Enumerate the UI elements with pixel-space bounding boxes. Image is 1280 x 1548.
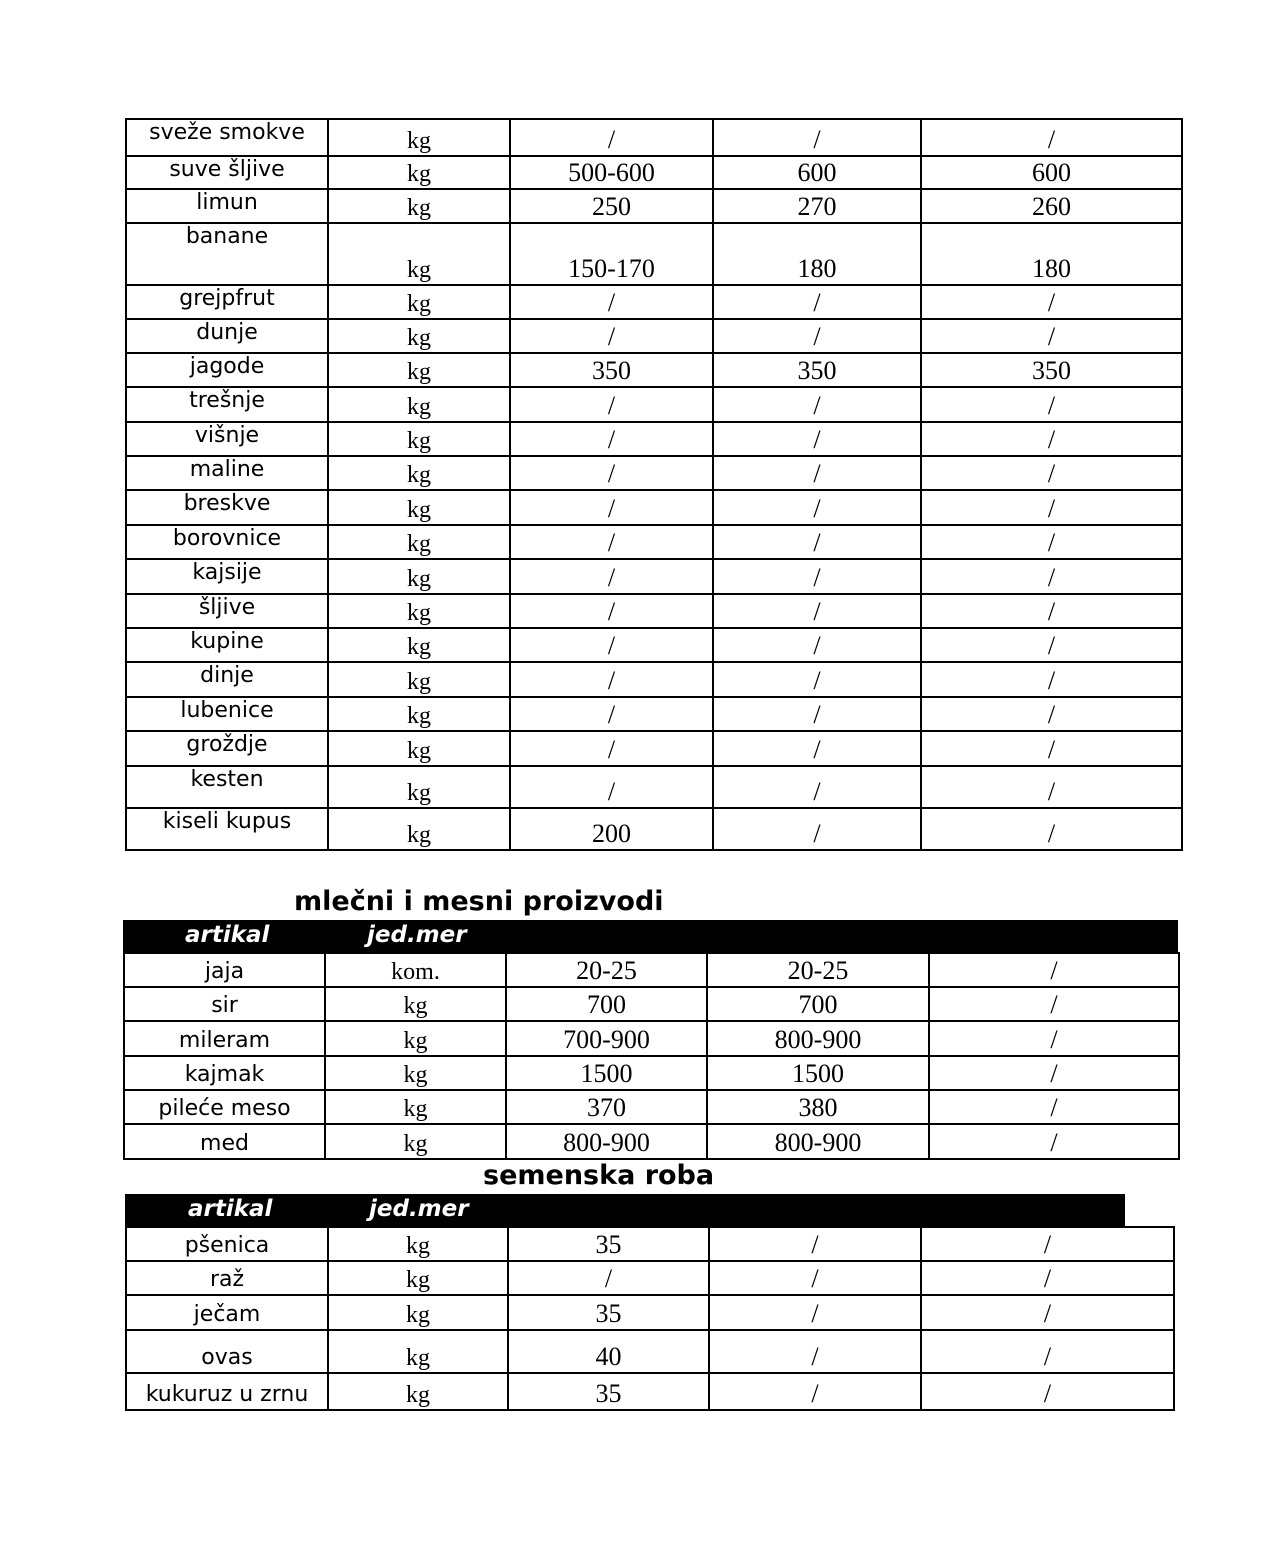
value-cell-1: 150-170 bbox=[510, 223, 713, 285]
value-cell-3: / bbox=[929, 987, 1179, 1021]
item-name-cell: kajsije bbox=[126, 559, 328, 594]
value-cell-1: 40 bbox=[508, 1330, 709, 1373]
item-name-cell: šljive bbox=[126, 594, 328, 628]
item-name-cell: med bbox=[124, 1124, 325, 1159]
unit-cell: kg bbox=[328, 594, 510, 628]
value-cell-2: / bbox=[713, 628, 921, 662]
value-cell-3: / bbox=[929, 1021, 1179, 1056]
value-cell-1: 20-25 bbox=[506, 953, 707, 987]
value-cell-2: / bbox=[713, 490, 921, 525]
item-name-cell: kajmak bbox=[124, 1056, 325, 1090]
value-cell-3: / bbox=[921, 662, 1182, 697]
unit-cell: kg bbox=[328, 1295, 508, 1330]
table-row bbox=[126, 1373, 1174, 1410]
seeds-header-article: artikal bbox=[188, 1196, 273, 1222]
item-name-cell: trešnje bbox=[126, 387, 328, 422]
table-row bbox=[124, 1056, 1179, 1090]
unit-cell: kg bbox=[328, 808, 510, 850]
value-cell-3: / bbox=[921, 456, 1182, 490]
item-name-cell: višnje bbox=[126, 422, 328, 456]
table-row bbox=[126, 456, 1182, 490]
value-cell-1: / bbox=[510, 766, 713, 808]
value-cell-3: / bbox=[921, 1295, 1174, 1330]
value-cell-3: / bbox=[921, 319, 1182, 353]
item-name-cell: sveže smokve bbox=[126, 119, 328, 156]
table-row bbox=[124, 1021, 1179, 1056]
value-cell-2: / bbox=[713, 387, 921, 422]
value-cell-3: / bbox=[921, 119, 1182, 156]
unit-cell: kg bbox=[325, 1124, 506, 1159]
unit-cell: kg bbox=[328, 156, 510, 189]
value-cell-2: / bbox=[709, 1373, 921, 1410]
dairy-price-table bbox=[123, 952, 1180, 1160]
seeds-section-title: semenska roba bbox=[483, 1160, 715, 1191]
table-row bbox=[126, 731, 1182, 766]
value-cell-3: / bbox=[921, 628, 1182, 662]
table-row bbox=[126, 119, 1182, 156]
seeds-price-table bbox=[125, 1226, 1175, 1411]
unit-cell: kom. bbox=[325, 953, 506, 987]
value-cell-3: / bbox=[929, 1090, 1179, 1124]
unit-cell: kg bbox=[328, 697, 510, 731]
value-cell-2: 180 bbox=[713, 223, 921, 285]
dairy-header-bar bbox=[123, 920, 1178, 952]
dairy-header-unit: jed.mer bbox=[367, 922, 467, 948]
value-cell-3: 350 bbox=[921, 353, 1182, 387]
value-cell-2: / bbox=[713, 559, 921, 594]
table-row bbox=[126, 594, 1182, 628]
item-name-cell: dunje bbox=[126, 319, 328, 353]
value-cell-1: / bbox=[510, 387, 713, 422]
value-cell-2: 270 bbox=[713, 189, 921, 223]
unit-cell: kg bbox=[328, 628, 510, 662]
value-cell-1: / bbox=[510, 319, 713, 353]
unit-cell: kg bbox=[325, 1090, 506, 1124]
value-cell-2: 20-25 bbox=[707, 953, 929, 987]
value-cell-2: / bbox=[709, 1330, 921, 1373]
value-cell-2: / bbox=[713, 285, 921, 319]
value-cell-3: / bbox=[921, 1227, 1174, 1261]
item-name-cell: breskve bbox=[126, 490, 328, 525]
value-cell-2: / bbox=[713, 662, 921, 697]
value-cell-3: / bbox=[921, 1261, 1174, 1295]
value-cell-1: 350 bbox=[510, 353, 713, 387]
value-cell-3: / bbox=[921, 285, 1182, 319]
item-name-cell: maline bbox=[126, 456, 328, 490]
value-cell-2: 800-900 bbox=[707, 1124, 929, 1159]
table-row bbox=[126, 1295, 1174, 1330]
value-cell-1: / bbox=[510, 559, 713, 594]
table-row bbox=[126, 156, 1182, 189]
value-cell-1: / bbox=[510, 628, 713, 662]
value-cell-1: 800-900 bbox=[506, 1124, 707, 1159]
value-cell-2: 380 bbox=[707, 1090, 929, 1124]
value-cell-2: / bbox=[713, 594, 921, 628]
dairy-header-article: artikal bbox=[185, 922, 270, 948]
item-name-cell: ječam bbox=[126, 1295, 328, 1330]
value-cell-2: / bbox=[709, 1227, 921, 1261]
value-cell-3: / bbox=[921, 766, 1182, 808]
value-cell-3: / bbox=[921, 808, 1182, 850]
item-name-cell: kukuruz u zrnu bbox=[126, 1373, 328, 1410]
value-cell-1: / bbox=[510, 119, 713, 156]
value-cell-2: / bbox=[713, 808, 921, 850]
unit-cell: kg bbox=[328, 1261, 508, 1295]
value-cell-3: 600 bbox=[921, 156, 1182, 189]
table-row bbox=[126, 422, 1182, 456]
table-row bbox=[126, 525, 1182, 559]
table-row bbox=[126, 387, 1182, 422]
table-row bbox=[126, 353, 1182, 387]
item-name-cell: mileram bbox=[124, 1021, 325, 1056]
table-row bbox=[126, 189, 1182, 223]
table-row bbox=[126, 1330, 1174, 1373]
item-name-cell: sir bbox=[124, 987, 325, 1021]
unit-cell: kg bbox=[328, 456, 510, 490]
value-cell-1: 370 bbox=[506, 1090, 707, 1124]
unit-cell: kg bbox=[328, 353, 510, 387]
item-name-cell: kesten bbox=[126, 766, 328, 808]
unit-cell: kg bbox=[325, 1056, 506, 1090]
value-cell-3: / bbox=[921, 594, 1182, 628]
unit-cell: kg bbox=[328, 422, 510, 456]
unit-cell: kg bbox=[325, 987, 506, 1021]
value-cell-1: 500-600 bbox=[510, 156, 713, 189]
dairy-section-title: mlečni i mesni proizvodi bbox=[294, 886, 664, 917]
item-name-cell: ovas bbox=[126, 1330, 328, 1373]
unit-cell: kg bbox=[328, 387, 510, 422]
value-cell-3: / bbox=[921, 559, 1182, 594]
value-cell-2: / bbox=[713, 731, 921, 766]
table-row bbox=[126, 808, 1182, 850]
unit-cell: kg bbox=[328, 223, 510, 285]
value-cell-3: / bbox=[921, 525, 1182, 559]
value-cell-3: 180 bbox=[921, 223, 1182, 285]
table-row bbox=[126, 319, 1182, 353]
value-cell-3: / bbox=[921, 697, 1182, 731]
value-cell-3: / bbox=[921, 490, 1182, 525]
item-name-cell: pileće meso bbox=[124, 1090, 325, 1124]
value-cell-2: 1500 bbox=[707, 1056, 929, 1090]
item-name-cell: jagode bbox=[126, 353, 328, 387]
table-row bbox=[126, 662, 1182, 697]
value-cell-1: 700 bbox=[506, 987, 707, 1021]
table-row bbox=[124, 987, 1179, 1021]
table-row bbox=[124, 1124, 1179, 1159]
unit-cell: kg bbox=[328, 490, 510, 525]
table-row bbox=[126, 766, 1182, 808]
value-cell-3: / bbox=[929, 953, 1179, 987]
value-cell-1: / bbox=[510, 697, 713, 731]
value-cell-2: 600 bbox=[713, 156, 921, 189]
item-name-cell: kiseli kupus bbox=[126, 808, 328, 850]
unit-cell: kg bbox=[328, 731, 510, 766]
value-cell-1: 250 bbox=[510, 189, 713, 223]
unit-cell: kg bbox=[328, 319, 510, 353]
item-name-cell: grejpfrut bbox=[126, 285, 328, 319]
value-cell-1: / bbox=[510, 285, 713, 319]
table-row bbox=[126, 697, 1182, 731]
table-row bbox=[124, 953, 1179, 987]
value-cell-3: / bbox=[921, 387, 1182, 422]
value-cell-1: / bbox=[508, 1261, 709, 1295]
value-cell-2: / bbox=[709, 1295, 921, 1330]
value-cell-2: / bbox=[713, 456, 921, 490]
value-cell-2: / bbox=[713, 319, 921, 353]
table-row bbox=[124, 1090, 1179, 1124]
unit-cell: kg bbox=[328, 1330, 508, 1373]
value-cell-1: / bbox=[510, 594, 713, 628]
item-name-cell: raž bbox=[126, 1261, 328, 1295]
value-cell-3: 260 bbox=[921, 189, 1182, 223]
value-cell-2: / bbox=[713, 525, 921, 559]
item-name-cell: suve šljive bbox=[126, 156, 328, 189]
value-cell-1: / bbox=[510, 525, 713, 559]
item-name-cell: lubenice bbox=[126, 697, 328, 731]
value-cell-3: / bbox=[921, 1330, 1174, 1373]
table-row bbox=[126, 628, 1182, 662]
item-name-cell: banane bbox=[126, 223, 328, 285]
value-cell-1: / bbox=[510, 490, 713, 525]
fruit-price-table bbox=[125, 118, 1183, 851]
value-cell-3: / bbox=[921, 1373, 1174, 1410]
value-cell-2: / bbox=[709, 1261, 921, 1295]
unit-cell: kg bbox=[328, 559, 510, 594]
value-cell-2: 700 bbox=[707, 987, 929, 1021]
table-row bbox=[126, 559, 1182, 594]
value-cell-1: / bbox=[510, 731, 713, 766]
unit-cell: kg bbox=[328, 1373, 508, 1410]
value-cell-2: / bbox=[713, 766, 921, 808]
item-name-cell: dinje bbox=[126, 662, 328, 697]
unit-cell: kg bbox=[325, 1021, 506, 1056]
seeds-header-unit: jed.mer bbox=[369, 1196, 469, 1222]
item-name-cell: kupine bbox=[126, 628, 328, 662]
table-row bbox=[126, 490, 1182, 525]
value-cell-2: / bbox=[713, 422, 921, 456]
value-cell-1: 700-900 bbox=[506, 1021, 707, 1056]
table-row bbox=[126, 1227, 1174, 1261]
unit-cell: kg bbox=[328, 766, 510, 808]
unit-cell: kg bbox=[328, 119, 510, 156]
table-row bbox=[126, 285, 1182, 319]
item-name-cell: borovnice bbox=[126, 525, 328, 559]
value-cell-1: 35 bbox=[508, 1373, 709, 1410]
unit-cell: kg bbox=[328, 525, 510, 559]
item-name-cell: pšenica bbox=[126, 1227, 328, 1261]
unit-cell: kg bbox=[328, 662, 510, 697]
value-cell-1: / bbox=[510, 456, 713, 490]
item-name-cell: groždje bbox=[126, 731, 328, 766]
value-cell-2: / bbox=[713, 697, 921, 731]
value-cell-3: / bbox=[929, 1124, 1179, 1159]
value-cell-3: / bbox=[929, 1056, 1179, 1090]
seeds-header-bar bbox=[125, 1194, 1125, 1226]
value-cell-1: 35 bbox=[508, 1295, 709, 1330]
unit-cell: kg bbox=[328, 285, 510, 319]
unit-cell: kg bbox=[328, 189, 510, 223]
value-cell-1: 35 bbox=[508, 1227, 709, 1261]
value-cell-3: / bbox=[921, 731, 1182, 766]
value-cell-2: 800-900 bbox=[707, 1021, 929, 1056]
value-cell-2: / bbox=[713, 119, 921, 156]
table-row bbox=[126, 1261, 1174, 1295]
value-cell-1: 200 bbox=[510, 808, 713, 850]
value-cell-2: 350 bbox=[713, 353, 921, 387]
value-cell-1: / bbox=[510, 422, 713, 456]
item-name-cell: jaja bbox=[124, 953, 325, 987]
value-cell-1: 1500 bbox=[506, 1056, 707, 1090]
value-cell-3: / bbox=[921, 422, 1182, 456]
table-row bbox=[126, 223, 1182, 285]
value-cell-1: / bbox=[510, 662, 713, 697]
item-name-cell: limun bbox=[126, 189, 328, 223]
unit-cell: kg bbox=[328, 1227, 508, 1261]
